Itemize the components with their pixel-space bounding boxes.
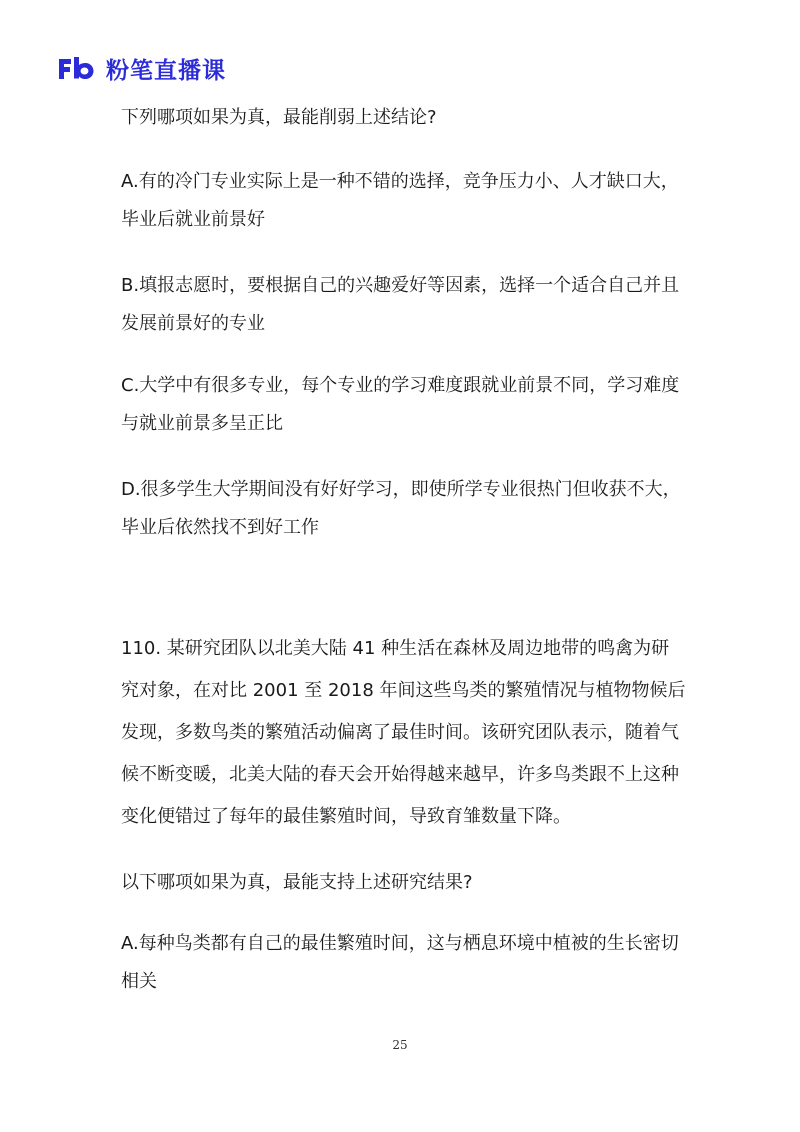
fenbi-logo-icon: [56, 55, 96, 81]
q110-passage-line-2: 究对象，在对比 2001 至 2018 年间这些鸟类的繁殖情况与植物物候后: [121, 680, 686, 701]
q109-option-b-line-2: 发展前景好的专业: [121, 313, 265, 334]
q110-stem: 以下哪项如果为真，最能支持上述研究结果?: [121, 872, 473, 893]
q110-option-a-line-2: 相关: [121, 971, 157, 992]
q110-passage-line-1: 110. 某研究团队以北美大陆 41 种生活在森林及周边地带的鸣禽为研: [121, 638, 670, 659]
q110-passage-line-5: 变化便错过了每年的最佳繁殖时间，导致育雏数量下降。: [121, 806, 571, 827]
q110-passage-line-4: 候不断变暖，北美大陆的春天会开始得越来越早，许多鸟类跟不上这种: [121, 764, 679, 785]
q109-option-a-line-1: A.有的冷门专业实际上是一种不错的选择，竞争压力小、人才缺口大，: [121, 171, 679, 192]
q109-stem: 下列哪项如果为真，最能削弱上述结论?: [121, 107, 437, 128]
q109-option-d-line-2: 毕业后依然找不到好工作: [121, 517, 319, 538]
q109-option-b-line-1: B.填报志愿时，要根据自己的兴趣爱好等因素，选择一个适合自己并且: [121, 275, 680, 296]
page-number: 25: [392, 1038, 408, 1052]
q110-option-a-line-1: A.每种鸟类都有自己的最佳繁殖时间，这与栖息环境中植被的生长密切: [121, 933, 679, 954]
page-header: [56, 52, 226, 84]
brand-name: 粉笔直播课: [106, 57, 226, 84]
q109-option-c-line-2: 与就业前景多呈正比: [121, 413, 283, 434]
q109-option-d-line-1: D.很多学生大学期间没有好好学习，即使所学专业很热门但收获不大，: [121, 479, 681, 500]
q109-option-a-line-2: 毕业后就业前景好: [121, 209, 265, 230]
q109-option-c-line-1: C.大学中有很多专业，每个专业的学习难度跟就业前景不同，学习难度: [121, 375, 680, 396]
q110-passage-line-3: 发现，多数鸟类的繁殖活动偏离了最佳时间。该研究团队表示，随着气: [121, 722, 679, 743]
